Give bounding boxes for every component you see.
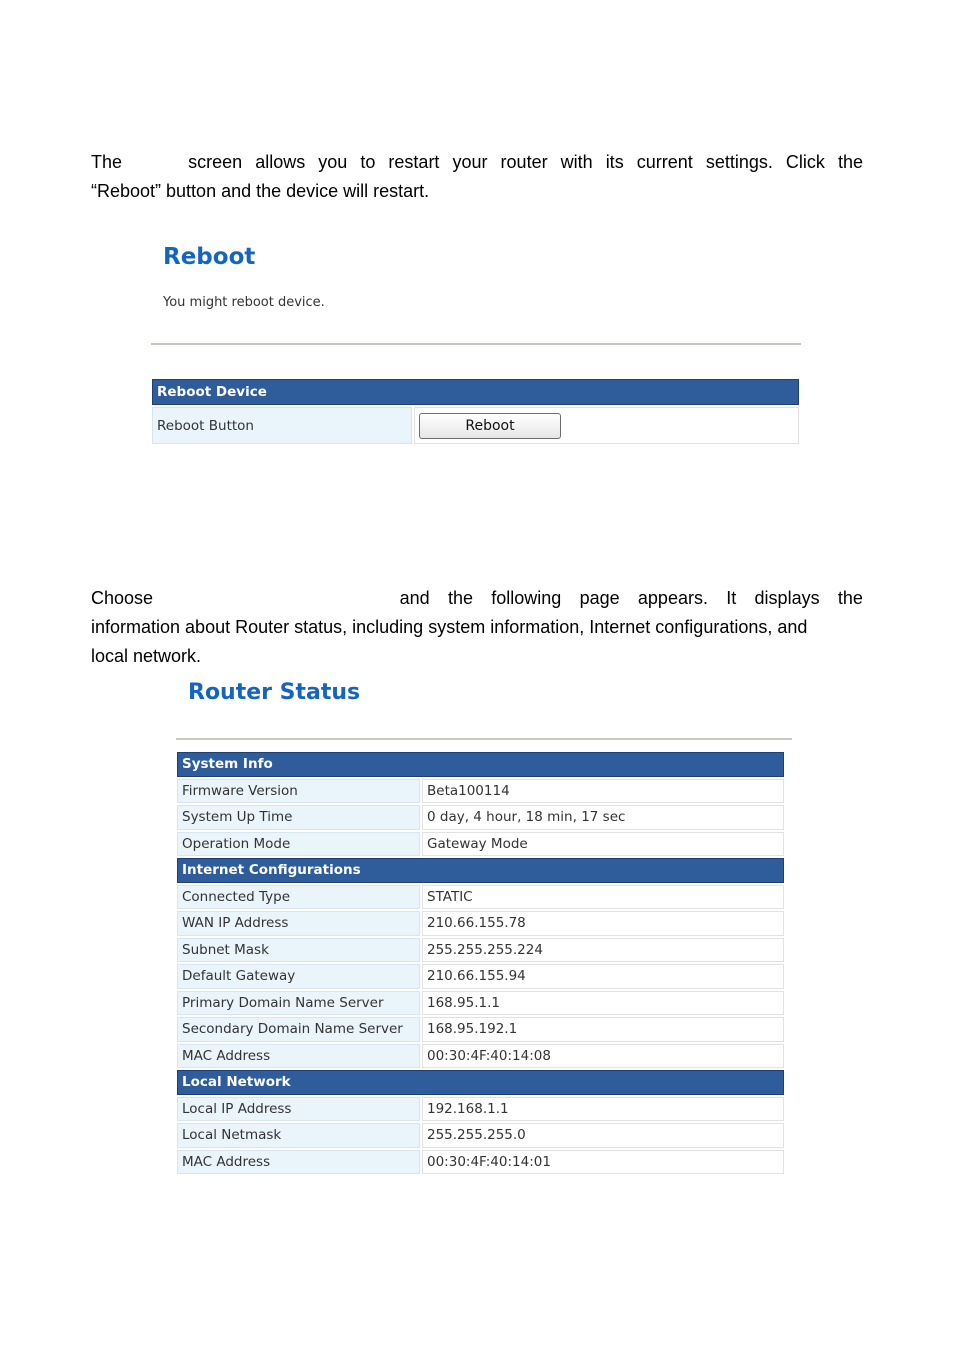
row-value: 0 day, 4 hour, 18 min, 17 sec xyxy=(422,805,784,830)
row-value: Beta100114 xyxy=(422,779,784,804)
table-row xyxy=(177,1044,784,1069)
word: settings. xyxy=(705,152,773,172)
row-label: Operation Mode xyxy=(177,832,420,857)
row-value: STATIC xyxy=(422,885,784,910)
table-row xyxy=(177,885,784,910)
router-status-table xyxy=(175,750,786,1176)
word: you xyxy=(318,152,348,172)
table-row xyxy=(177,832,784,857)
word: current xyxy=(636,152,693,172)
status-intro-line3: local network. xyxy=(91,646,202,666)
blank-gap xyxy=(171,584,381,613)
row-value: 00:30:4F:40:14:08 xyxy=(422,1044,784,1069)
row-label: WAN IP Address xyxy=(177,911,420,936)
row-label: Subnet Mask xyxy=(177,938,420,963)
table-row xyxy=(177,911,784,936)
reboot-button-cell xyxy=(414,407,799,444)
word: and xyxy=(399,588,430,608)
row-value: 168.95.192.1 xyxy=(422,1017,784,1042)
row-label: Secondary Domain Name Server xyxy=(177,1017,420,1042)
row-label: Local Netmask xyxy=(177,1123,420,1148)
word: Choose xyxy=(91,588,154,608)
row-label: Local IP Address xyxy=(177,1097,420,1122)
word: appears. xyxy=(637,588,708,608)
reboot-button[interactable]: Reboot xyxy=(419,413,561,439)
table-row xyxy=(177,1123,784,1148)
blank-gap xyxy=(135,148,175,177)
word: restart xyxy=(388,152,440,172)
table-row xyxy=(177,938,784,963)
word: following xyxy=(491,588,562,608)
row-value: 210.66.155.78 xyxy=(422,911,784,936)
reboot-description: You might reboot device. xyxy=(163,295,325,310)
row-value: Gateway Mode xyxy=(422,832,784,857)
row-value: 168.95.1.1 xyxy=(422,991,784,1016)
reboot-intro-paragraph xyxy=(91,148,863,206)
status-intro-line1 xyxy=(91,584,863,613)
row-label: Connected Type xyxy=(177,885,420,910)
reboot-title: Reboot xyxy=(163,244,256,270)
row-value: 192.168.1.1 xyxy=(422,1097,784,1122)
reboot-divider xyxy=(151,343,801,345)
word: the xyxy=(837,152,863,172)
word: to xyxy=(360,152,376,172)
row-label: MAC Address xyxy=(177,1150,420,1175)
table-row xyxy=(177,1150,784,1175)
word: with xyxy=(560,152,593,172)
row-label: Default Gateway xyxy=(177,964,420,989)
table-row xyxy=(177,991,784,1016)
section-header: Local Network xyxy=(177,1070,784,1095)
reboot-intro-line2: “Reboot” button and the device will restart. xyxy=(91,181,430,201)
word: page xyxy=(579,588,620,608)
router-status-divider xyxy=(176,738,792,740)
word: The xyxy=(91,152,123,172)
table-row xyxy=(177,1017,784,1042)
word: your xyxy=(452,152,488,172)
row-label: System Up Time xyxy=(177,805,420,830)
word: It xyxy=(726,588,737,608)
router-status-title: Router Status xyxy=(188,680,361,705)
row-value: 255.255.255.0 xyxy=(422,1123,784,1148)
word: router xyxy=(500,152,548,172)
reboot-button-label: Reboot Button xyxy=(152,407,412,444)
row-label: Primary Domain Name Server xyxy=(177,991,420,1016)
row-value: 00:30:4F:40:14:01 xyxy=(422,1150,784,1175)
table-row xyxy=(177,964,784,989)
word: the xyxy=(837,588,863,608)
table-row xyxy=(177,779,784,804)
status-intro-paragraph xyxy=(91,584,863,671)
reboot-device-table xyxy=(150,377,801,446)
word: Click xyxy=(785,152,825,172)
word: allows xyxy=(255,152,306,172)
word: displays xyxy=(754,588,820,608)
reboot-intro-line1 xyxy=(91,148,863,177)
status-intro-line2: information about Router status, including system information, Internet configurations, and xyxy=(91,617,808,637)
reboot-device-header: Reboot Device xyxy=(152,379,799,405)
row-value: 210.66.155.94 xyxy=(422,964,784,989)
word: the xyxy=(447,588,473,608)
word: its xyxy=(605,152,624,172)
section-header: System Info xyxy=(177,752,784,777)
row-label: Firmware Version xyxy=(177,779,420,804)
table-row xyxy=(177,1097,784,1122)
row-value: 255.255.255.224 xyxy=(422,938,784,963)
row-label: MAC Address xyxy=(177,1044,420,1069)
word: screen xyxy=(188,152,243,172)
section-header: Internet Configurations xyxy=(177,858,784,883)
table-row xyxy=(177,805,784,830)
